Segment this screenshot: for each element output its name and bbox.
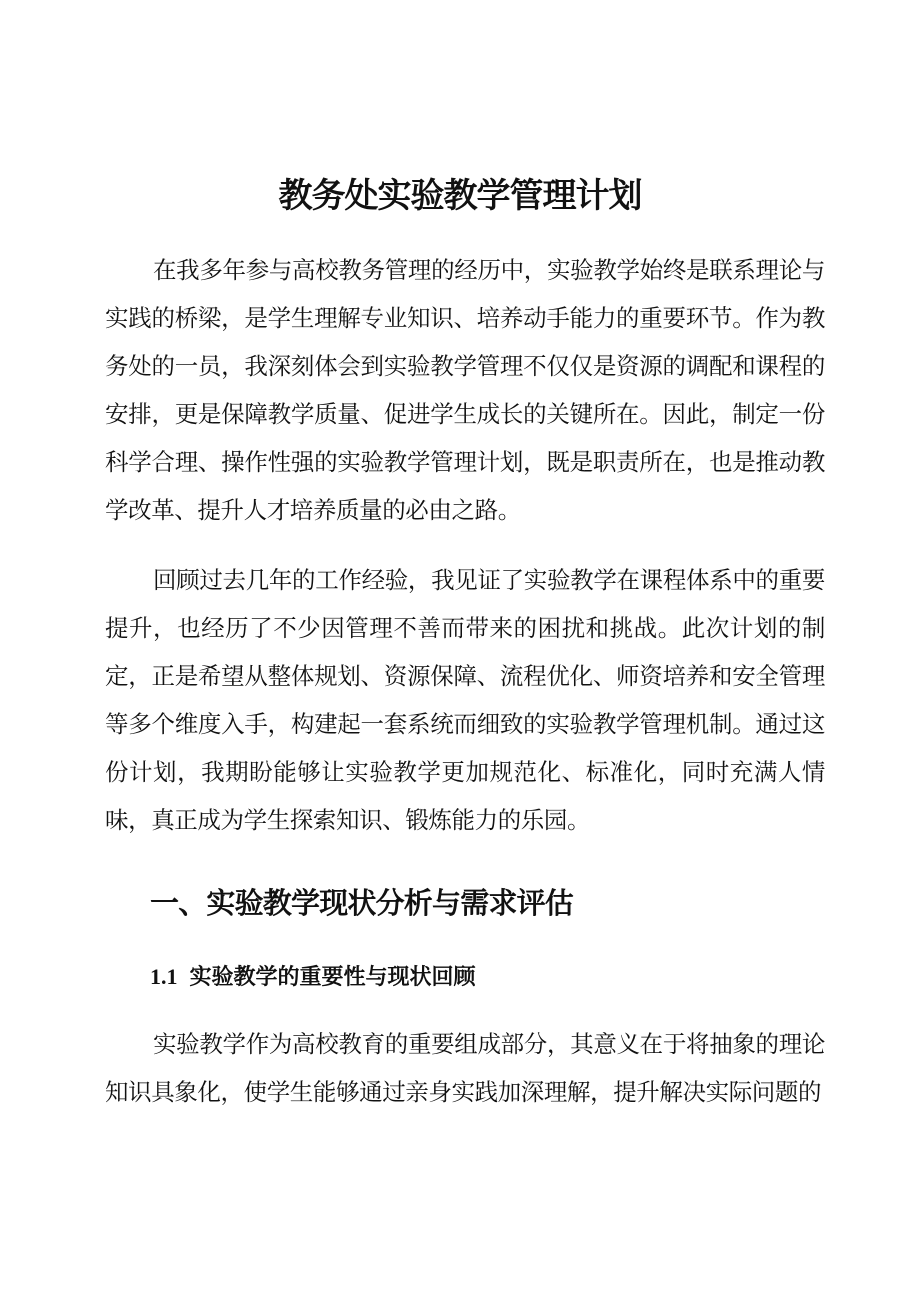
intro-paragraph-1: 在我多年参与高校教务管理的经历中，实验教学始终是联系理论与实践的桥梁，是学生理解专业知识、培养动手能力的重要环节。作为教务处的一员，我深刻体会到实验教学管理不仅仅是资源的调配和课程的安排，更是保障教学质量、促进学生成长的关键所在。因此，制定一份科学合理、操作性强的实验教学管理计划，既是职责所在，也是推动教学改革、提升人才培养质量的必由之路。 (105, 256, 825, 524)
subsection-title: 实验教学的重要性与现状回顾 (189, 964, 476, 990)
document-title: 教务处实验教学管理计划 (278, 176, 642, 216)
subsection-heading (150, 955, 476, 999)
section-heading: 一、实验教学现状分析与需求评估 (150, 886, 574, 920)
intro-paragraph-2: 回顾过去几年的工作经验，我见证了实验教学在课程体系中的重要提升，也经历了不少因管理不善而带来的困扰和挑战。此次计划的制定，正是希望从整体规划、资源保障、流程优化、师资培养和安全管理等多个维度入手，构建起一套系统而细致的实验教学管理机制。通过这份计划，我期盼能够让实验教学更加规范化、标准化，同时充满人情味，真正成为学生探索知识、锻炼能力的乐园。 (105, 566, 825, 834)
subsection-number: 1.1 (150, 964, 178, 989)
section-paragraph: 实验教学作为高校教育的重要组成部分，其意义在于将抽象的理论知识具象化，使学生能够通过亲身实践加深理解，提升解决实际问题的 (105, 1030, 825, 1106)
